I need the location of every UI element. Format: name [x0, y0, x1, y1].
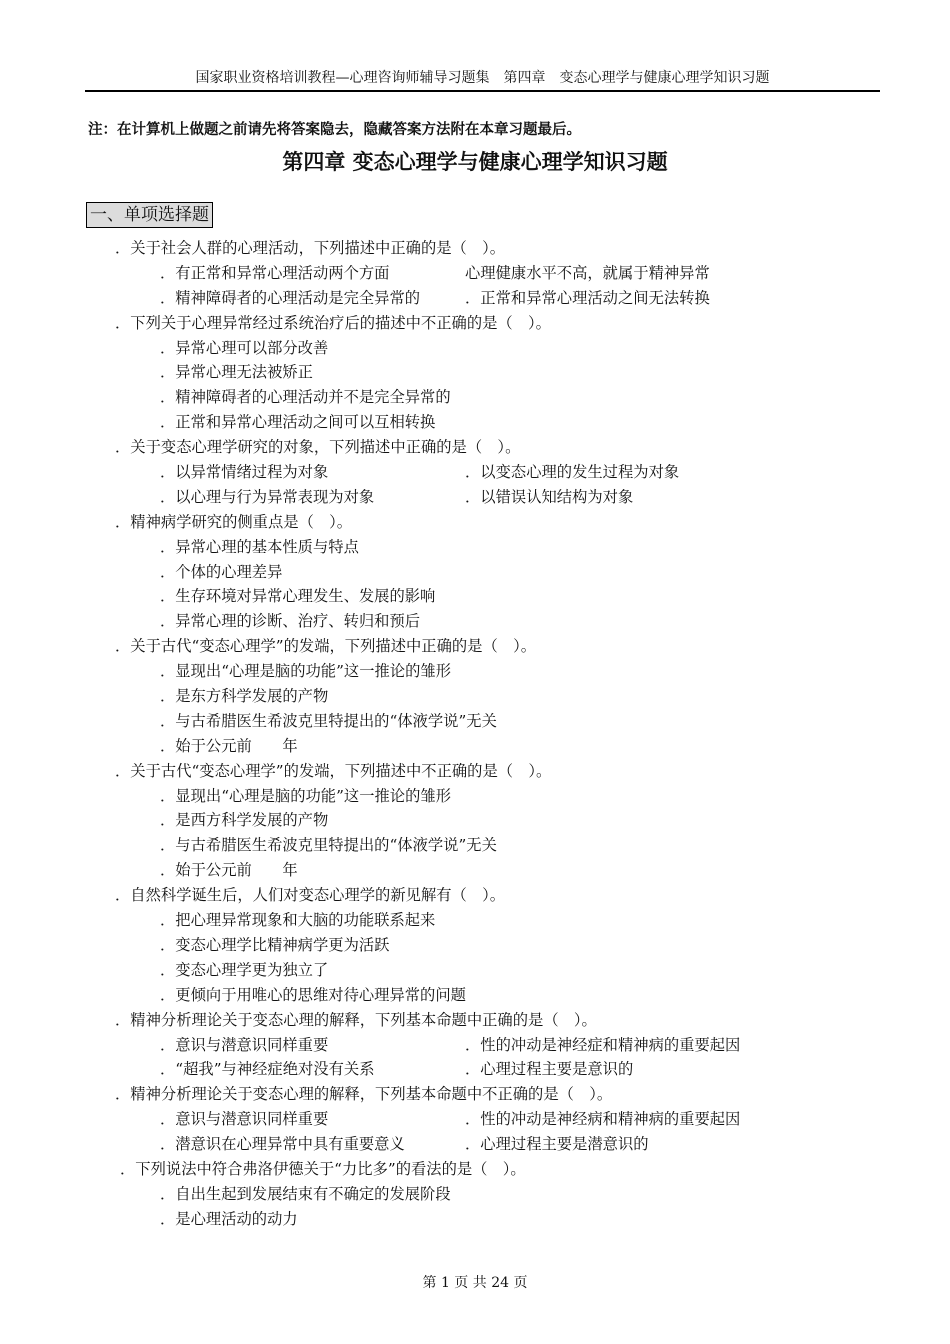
option-row [0, 286, 950, 311]
answer-option: ．意识与潜意识同样重要 [160, 1110, 329, 1129]
question-stem: ．精神病学研究的侧重点是（ ）。 [115, 512, 353, 531]
answer-option: ．个体的心理差异 [160, 562, 283, 581]
answer-option: ．性的冲动是神经病和精神病的重要起因 [465, 1110, 741, 1129]
option-row [0, 460, 950, 485]
option-row [0, 560, 950, 585]
answer-option: ．异常心理的诊断、治疗、转归和预后 [160, 612, 421, 631]
question-stem: ．下列关于心理异常经过系统治疗后的描述中不正确的是（ ）。 [115, 313, 551, 332]
answer-option: ．始于公元前 年 [160, 861, 298, 880]
option-row [0, 734, 950, 759]
answer-option: ．潜意识在心理异常中具有重要意义 [160, 1135, 405, 1154]
chapter-title: 第四章 变态心理学与健康心理学知识习题 [282, 150, 668, 174]
question-stem: ．下列说法中符合弗洛伊德关于“力比多”的看法的是（ ）。 [120, 1159, 526, 1178]
answer-option: ．异常心理的基本性质与特点 [160, 537, 359, 556]
answer-option: ．心理过程主要是潜意识的 [465, 1135, 649, 1154]
question-stem: ．关于变态心理学研究的对象，下列描述中正确的是（ ）。 [115, 438, 521, 457]
answer-option: ．始于公元前 年 [160, 736, 298, 755]
answer-option: ．以错误认知结构为对象 [465, 487, 634, 506]
answer-option: ．是东方科学发展的产物 [160, 687, 329, 706]
option-row [0, 485, 950, 510]
option-row [0, 360, 950, 385]
option-row [0, 1132, 950, 1157]
answer-option: ．显现出“心理是脑的功能”这一推论的雏形 [160, 662, 451, 681]
option-row [0, 336, 950, 361]
option-row [0, 410, 950, 435]
page-footer: 第 1 页 共 24 页 [422, 1275, 528, 1291]
option-row [0, 933, 950, 958]
page-header: 国家职业资格培训教程—心理咨询师辅导习题集 第四章 变态心理学与健康心理学知识习题 [85, 68, 880, 92]
option-row [0, 833, 950, 858]
option-row [0, 858, 950, 883]
option-row [0, 684, 950, 709]
option-row [0, 808, 950, 833]
option-row [0, 1033, 950, 1058]
answer-option: ．性的冲动是神经症和精神病的重要起因 [465, 1035, 741, 1054]
answer-option: ．精神障碍者的心理活动是完全异常的 [160, 288, 421, 307]
option-row [0, 983, 950, 1008]
option-row [0, 261, 950, 286]
hide-answer-note: 注：在计算机上做题之前请先将答案隐去，隐藏答案方法附在本章习题最后。 [88, 122, 581, 138]
answer-option: ．正常和异常心理活动之间可以互相转换 [160, 413, 436, 432]
question-list [0, 236, 950, 1232]
answer-option: ．以异常情绪过程为对象 [160, 463, 329, 482]
option-row [0, 1057, 950, 1082]
answer-option: ．正常和异常心理活动之间无法转换 [465, 288, 710, 307]
option-row [0, 908, 950, 933]
option-row [0, 1207, 950, 1232]
option-row [0, 958, 950, 983]
answer-option: ．异常心理可以部分改善 [160, 338, 329, 357]
question-stem: ．自然科学诞生后，人们对变态心理学的新见解有（ ）。 [115, 886, 506, 905]
question-stem: ．关于古代“变态心理学”的发端，下列描述中正确的是（ ）。 [115, 637, 537, 656]
answer-option: ．是心理活动的动力 [160, 1209, 298, 1228]
answer-option: ．“超我”与神经症绝对没有关系 [160, 1060, 375, 1079]
question-stem: ．关于古代“变态心理学”的发端，下列描述中不正确的是（ ）。 [115, 761, 552, 780]
answer-option: ．是西方科学发展的产物 [160, 811, 329, 830]
section-heading: 一、单项选择题 [86, 202, 213, 228]
answer-option: ．自出生起到发展结束有不确定的发展阶段 [160, 1184, 451, 1203]
question-stem: ．精神分析理论关于变态心理的解释，下列基本命题中正确的是（ ）。 [115, 1010, 597, 1029]
option-row [0, 535, 950, 560]
option-row [0, 659, 950, 684]
question-stem: ．关于社会人群的心理活动，下列描述中正确的是（ ）。 [115, 239, 506, 257]
answer-option: ．心理过程主要是意识的 [465, 1060, 634, 1079]
answer-option: ．以变态心理的发生过程为对象 [465, 463, 680, 482]
answer-option: ．以心理与行为异常表现为对象 [160, 487, 375, 506]
answer-option: ．生存环境对异常心理发生、发展的影响 [160, 587, 436, 606]
answer-option: ．与古希腊医生希波克里特提出的“体液学说”无关 [160, 836, 497, 855]
answer-option: 心理健康水平不高，就属于精神异常 [465, 263, 710, 282]
question-stem: ．精神分析理论关于变态心理的解释，下列基本命题中不正确的是（ ）。 [115, 1085, 613, 1104]
option-row [0, 709, 950, 734]
answer-option: ．显现出“心理是脑的功能”这一推论的雏形 [160, 786, 451, 805]
option-row [0, 1107, 950, 1132]
answer-option: ．更倾向于用唯心的思维对待心理异常的问题 [160, 985, 466, 1004]
answer-option: ．把心理异常现象和大脑的功能联系起来 [160, 911, 436, 930]
option-row [0, 584, 950, 609]
option-row [0, 385, 950, 410]
answer-option: ．变态心理学比精神病学更为活跃 [160, 935, 390, 954]
answer-option: ．与古希腊医生希波克里特提出的“体液学说”无关 [160, 711, 497, 730]
option-row [0, 784, 950, 809]
answer-option: ．精神障碍者的心理活动并不是完全异常的 [160, 388, 451, 407]
answer-option: ．意识与潜意识同样重要 [160, 1035, 329, 1054]
answer-option: ．异常心理无法被矫正 [160, 363, 313, 382]
answer-option: ．变态心理学更为独立了 [160, 960, 329, 979]
option-row [0, 609, 950, 634]
answer-option: ．有正常和异常心理活动两个方面 [160, 263, 390, 282]
option-row [0, 1182, 950, 1207]
